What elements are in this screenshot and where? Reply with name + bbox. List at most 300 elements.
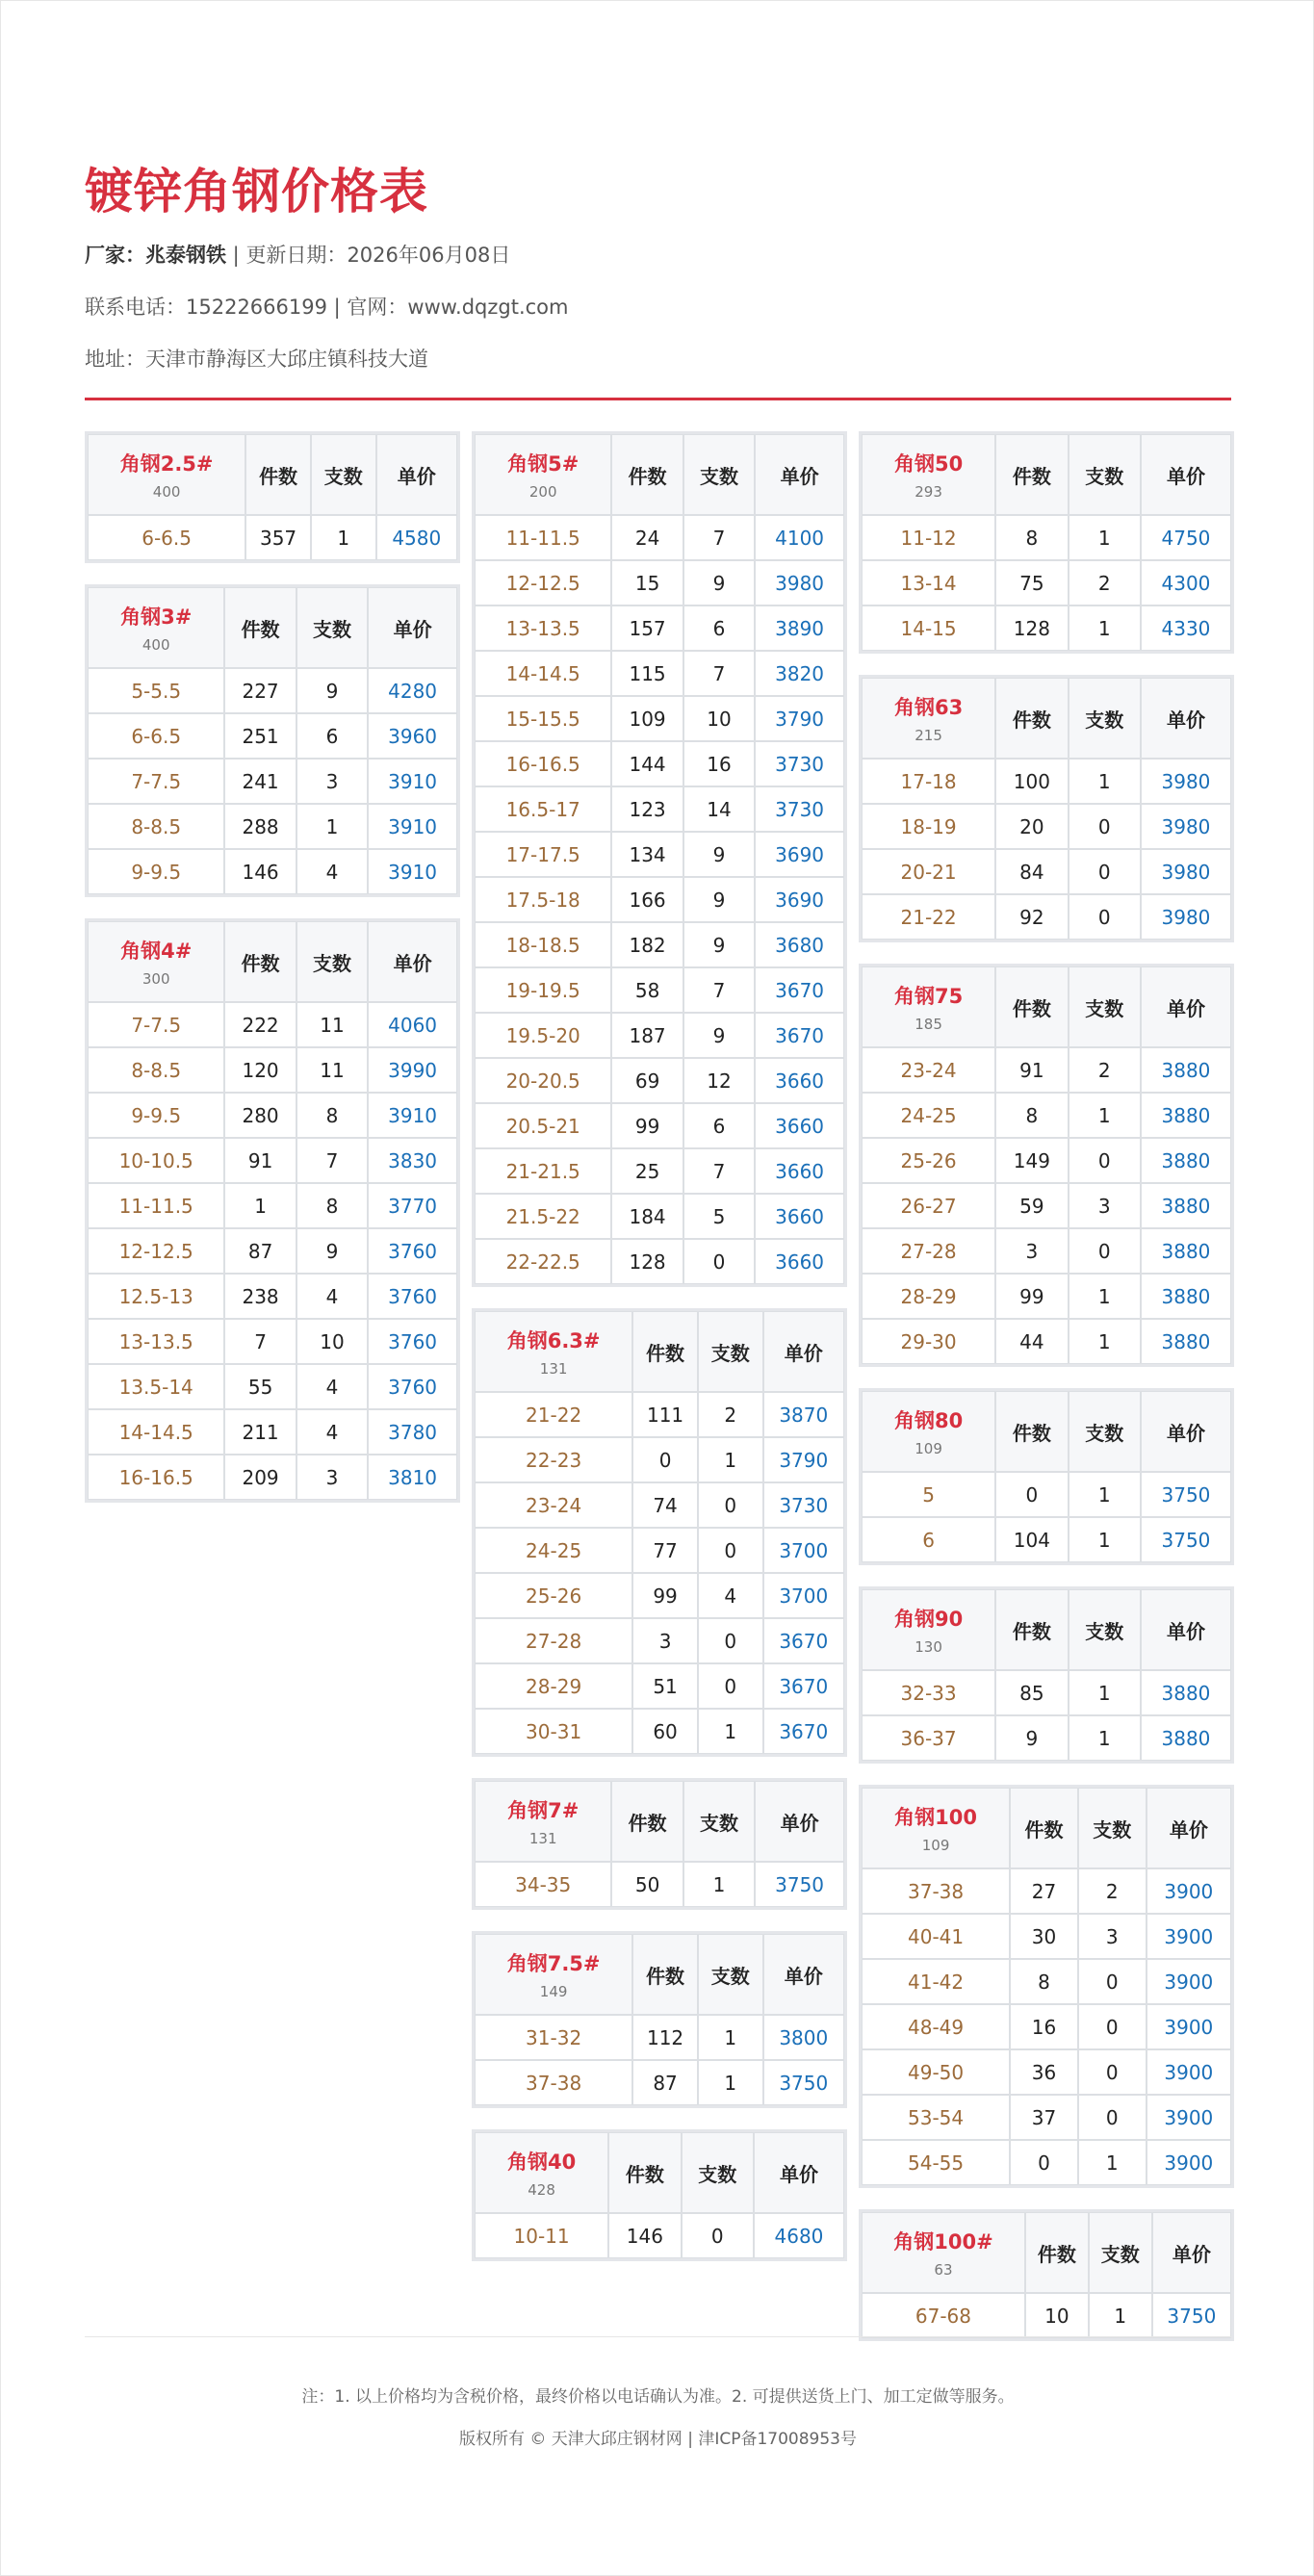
price-table [85, 918, 460, 1503]
phone-number[interactable]: 15222666199 [186, 296, 327, 319]
price-cell: 3910 [368, 804, 457, 849]
pieces-cell: 8 [296, 1183, 368, 1228]
size-cell: 12-12.5 [88, 1228, 224, 1274]
pieces-cell: 1 [1078, 2140, 1147, 2185]
manufacturer-line: 厂家：兆泰钢铁 | 更新日期：2026年06月08日 [85, 244, 511, 267]
price-cell: 4300 [1141, 560, 1231, 605]
spec-count: 130 [915, 1638, 942, 1656]
price-cell: 3680 [755, 922, 844, 967]
table-row [475, 1194, 844, 1239]
spec-count: 215 [915, 727, 942, 744]
price-cell: 3900 [1147, 2095, 1231, 2140]
price-cell: 3900 [1147, 2049, 1231, 2095]
price-cell: 3670 [763, 1663, 844, 1709]
size-cell: 10-10.5 [88, 1138, 224, 1183]
count-cell: 74 [632, 1482, 698, 1528]
count-header: 件数 [608, 2132, 681, 2213]
column-3 [859, 431, 1234, 2362]
table-row [88, 759, 457, 804]
table-row [475, 1482, 844, 1528]
price-table [472, 2129, 847, 2261]
size-cell: 11-12 [862, 515, 995, 560]
size-cell: 21-22 [862, 894, 995, 940]
price-cell: 4060 [368, 1002, 457, 1047]
pieces-cell: 1 [698, 2015, 763, 2060]
pieces-cell: 1 [1069, 759, 1141, 804]
count-header: 件数 [224, 921, 296, 1002]
size-cell: 37-38 [862, 1868, 1010, 1914]
table-row [862, 2293, 1231, 2338]
count-cell: 8 [995, 515, 1068, 560]
spec-name: 角钢5# [507, 452, 580, 476]
size-cell: 20.5-21 [475, 1103, 611, 1148]
price-cell: 4750 [1141, 515, 1231, 560]
size-cell: 14-14.5 [88, 1409, 224, 1455]
pieces-cell: 8 [296, 1093, 368, 1138]
pieces-header: 支数 [698, 1934, 763, 2015]
pieces-cell: 1 [1069, 1093, 1141, 1138]
table-row [862, 1868, 1231, 1914]
page-title: 镀锌角钢价格表 [85, 164, 428, 219]
price-cell: 3830 [368, 1138, 457, 1183]
table-row [475, 1862, 844, 1907]
pieces-cell: 0 [698, 1528, 763, 1573]
table-row [862, 894, 1231, 940]
price-cell: 3820 [755, 651, 844, 696]
table-row [862, 605, 1231, 651]
price-header: 单价 [376, 434, 457, 515]
spec-count: 400 [142, 636, 170, 654]
table-row [475, 1573, 844, 1618]
table-row [475, 786, 844, 832]
spec-count: 131 [528, 1830, 557, 1847]
spec-header [88, 434, 245, 515]
pieces-cell: 11 [296, 1047, 368, 1093]
table-row [862, 804, 1231, 849]
spec-header [475, 1311, 632, 1392]
price-cell: 3910 [368, 849, 457, 894]
count-cell: 99 [632, 1573, 698, 1618]
pieces-header: 支数 [1069, 1391, 1141, 1472]
table-row [862, 1138, 1231, 1183]
count-cell: 20 [995, 804, 1068, 849]
size-cell: 54-55 [862, 2140, 1010, 2185]
price-cell: 3960 [368, 713, 457, 759]
count-header: 件数 [995, 1589, 1068, 1670]
pieces-cell: 2 [1078, 1868, 1147, 1914]
pieces-cell: 10 [296, 1319, 368, 1364]
pieces-header: 支数 [311, 434, 376, 515]
table-row [475, 1663, 844, 1709]
pieces-cell: 0 [1069, 849, 1141, 894]
price-cell: 3980 [755, 560, 844, 605]
spec-header [862, 966, 995, 1047]
size-cell: 14-15 [862, 605, 995, 651]
count-cell: 157 [611, 605, 683, 651]
spec-name: 角钢2.5# [119, 452, 214, 476]
count-cell: 0 [1010, 2140, 1078, 2185]
size-cell: 16-16.5 [88, 1455, 224, 1500]
size-cell: 5-5.5 [88, 668, 224, 713]
count-cell: 209 [224, 1455, 296, 1500]
table-row [862, 1274, 1231, 1319]
size-cell: 31-32 [475, 2015, 632, 2060]
size-cell: 6-6.5 [88, 515, 245, 560]
pieces-header: 支数 [1078, 1788, 1147, 1868]
pieces-cell: 1 [1089, 2293, 1152, 2338]
pieces-cell: 3 [296, 759, 368, 804]
price-cell: 3900 [1147, 1959, 1231, 2004]
spec-header [862, 678, 995, 759]
count-header: 件数 [611, 434, 683, 515]
price-header: 单价 [368, 587, 457, 668]
table-row [475, 1618, 844, 1663]
price-cell: 3910 [368, 759, 457, 804]
count-cell: 58 [611, 967, 683, 1013]
spec-count: 109 [921, 1837, 950, 1854]
pieces-cell: 6 [683, 605, 755, 651]
spec-name: 角钢7# [507, 1799, 580, 1822]
size-cell: 26-27 [862, 1183, 995, 1228]
pieces-header: 支数 [683, 1781, 755, 1862]
pieces-cell: 0 [682, 2213, 754, 2258]
table-row [88, 1319, 457, 1364]
pieces-cell: 1 [1069, 1670, 1141, 1715]
pieces-cell: 7 [683, 515, 755, 560]
count-header: 件数 [1010, 1788, 1078, 1868]
table-row [862, 1093, 1231, 1138]
table-header-row [862, 2212, 1231, 2293]
count-cell: 99 [995, 1274, 1068, 1319]
size-cell: 30-31 [475, 1709, 632, 1754]
price-cell: 3880 [1141, 1093, 1231, 1138]
price-header: 单价 [1141, 1589, 1231, 1670]
pieces-cell: 1 [1069, 1472, 1141, 1517]
table-row [475, 967, 844, 1013]
pieces-header: 支数 [1069, 966, 1141, 1047]
table-row [475, 651, 844, 696]
table-row [88, 713, 457, 759]
spec-header [475, 1934, 632, 2015]
size-cell: 25-26 [475, 1573, 632, 1618]
pieces-cell: 10 [683, 696, 755, 741]
spec-header [475, 2132, 608, 2213]
table-row [475, 1709, 844, 1754]
table-header-row [862, 1589, 1231, 1670]
table-header-row [862, 678, 1231, 759]
table-row [862, 1047, 1231, 1093]
pieces-cell: 9 [683, 1013, 755, 1058]
spec-name: 角钢80 [893, 1409, 964, 1432]
spec-count: 63 [934, 2261, 953, 2279]
count-cell: 120 [224, 1047, 296, 1093]
count-cell: 9 [995, 1715, 1068, 1761]
size-cell: 28-29 [862, 1274, 995, 1319]
price-cell: 3760 [368, 1319, 457, 1364]
count-cell: 8 [995, 1093, 1068, 1138]
column-2 [472, 431, 847, 2282]
price-cell: 3730 [755, 741, 844, 786]
spec-header [862, 1788, 1010, 1868]
pieces-cell: 1 [698, 1437, 763, 1482]
count-header: 件数 [611, 1781, 683, 1862]
price-cell: 3730 [763, 1482, 844, 1528]
size-cell: 11-11.5 [88, 1183, 224, 1228]
size-cell: 27-28 [475, 1618, 632, 1663]
table-row [862, 2140, 1231, 2185]
table-row [475, 1239, 844, 1284]
pieces-cell: 2 [1069, 560, 1141, 605]
table-row [475, 2213, 844, 2258]
footer-divider [85, 2336, 1231, 2337]
pieces-cell: 0 [1069, 1228, 1141, 1274]
price-cell: 3810 [368, 1455, 457, 1500]
size-cell: 20-21 [862, 849, 995, 894]
spec-count: 293 [915, 483, 942, 501]
count-cell: 128 [611, 1239, 683, 1284]
pieces-cell: 1 [1069, 1715, 1141, 1761]
table-row [862, 2004, 1231, 2049]
price-cell: 4580 [376, 515, 457, 560]
count-cell: 75 [995, 560, 1068, 605]
table-row [88, 1409, 457, 1455]
pieces-header: 支数 [698, 1311, 763, 1392]
table-header-row [862, 966, 1231, 1047]
pieces-cell: 0 [1078, 1959, 1147, 2004]
size-cell: 7-7.5 [88, 759, 224, 804]
size-cell: 24-25 [475, 1528, 632, 1573]
pieces-cell: 0 [698, 1663, 763, 1709]
pieces-header: 支数 [296, 921, 368, 1002]
pieces-header: 支数 [682, 2132, 754, 2213]
count-cell: 182 [611, 922, 683, 967]
price-cell: 3750 [755, 1862, 844, 1907]
pieces-cell: 7 [683, 967, 755, 1013]
size-cell: 13-13.5 [475, 605, 611, 651]
price-table [859, 675, 1234, 942]
price-table [472, 1308, 847, 1757]
address-label: 地址： [85, 348, 145, 371]
count-cell: 115 [611, 651, 683, 696]
count-cell: 104 [995, 1517, 1068, 1562]
size-cell: 28-29 [475, 1663, 632, 1709]
price-table [859, 1388, 1234, 1565]
count-header: 件数 [995, 1391, 1068, 1472]
price-cell: 3750 [1141, 1517, 1231, 1562]
pieces-cell: 1 [296, 804, 368, 849]
count-cell: 99 [611, 1103, 683, 1148]
count-cell: 222 [224, 1002, 296, 1047]
table-header-row [475, 1934, 844, 2015]
spec-header [862, 434, 995, 515]
table-header-row [475, 2132, 844, 2213]
count-header: 件数 [245, 434, 311, 515]
table-header-row [475, 1311, 844, 1392]
count-cell: 87 [224, 1228, 296, 1274]
price-cell: 3800 [763, 2015, 844, 2060]
count-cell: 0 [995, 1472, 1068, 1517]
website-label: 官网： [347, 296, 408, 319]
spec-name: 角钢100# [893, 2230, 993, 2254]
count-header: 件数 [995, 966, 1068, 1047]
table-row [475, 832, 844, 877]
table-row [88, 1364, 457, 1409]
pieces-header: 支数 [683, 434, 755, 515]
table-header-row [88, 434, 457, 515]
pieces-header: 支数 [1069, 1589, 1141, 1670]
count-cell: 15 [611, 560, 683, 605]
table-row [88, 515, 457, 560]
spec-header [475, 1781, 611, 1862]
pieces-header: 支数 [1089, 2212, 1152, 2293]
table-header-row [862, 1391, 1231, 1472]
count-cell: 149 [995, 1138, 1068, 1183]
count-cell: 91 [224, 1138, 296, 1183]
table-row [475, 922, 844, 967]
pieces-cell: 12 [683, 1058, 755, 1103]
pieces-cell: 1 [698, 2060, 763, 2105]
price-cell: 3760 [368, 1274, 457, 1319]
address: 天津市静海区大邱庄镇科技大道 [145, 348, 428, 371]
pieces-cell: 0 [1069, 894, 1141, 940]
table-row [475, 1013, 844, 1058]
price-cell: 4330 [1141, 605, 1231, 651]
table-row [862, 2095, 1231, 2140]
table-row [88, 1455, 457, 1500]
price-table [859, 2209, 1234, 2341]
price-table [859, 1586, 1234, 1764]
size-cell: 17-17.5 [475, 832, 611, 877]
pieces-cell: 4 [296, 849, 368, 894]
pieces-cell: 9 [296, 668, 368, 713]
price-cell: 3750 [763, 2060, 844, 2105]
website-link[interactable]: www.dqzgt.com [407, 296, 569, 319]
price-cell: 3980 [1141, 894, 1231, 940]
price-cell: 3870 [763, 1392, 844, 1437]
size-cell: 13-13.5 [88, 1319, 224, 1364]
size-cell: 6 [862, 1517, 995, 1562]
price-cell: 3880 [1141, 1228, 1231, 1274]
pieces-cell: 6 [683, 1103, 755, 1148]
pieces-cell: 9 [683, 560, 755, 605]
footer-copyright: 版权所有 © 天津大邱庄钢材网 | 津ICP备17008953号 [458, 2430, 857, 2449]
count-cell: 30 [1010, 1914, 1078, 1959]
spec-header [862, 2212, 1025, 2293]
manufacturer-label: 厂家： [85, 244, 145, 267]
table-row [88, 1002, 457, 1047]
spec-name: 角钢3# [120, 605, 193, 629]
size-cell: 29-30 [862, 1319, 995, 1364]
table-row [862, 1228, 1231, 1274]
price-cell: 3880 [1141, 1183, 1231, 1228]
pieces-cell: 1 [1069, 1274, 1141, 1319]
spec-name: 角钢6.3# [506, 1329, 601, 1352]
pieces-cell: 0 [1078, 2004, 1147, 2049]
price-cell: 3900 [1147, 2140, 1231, 2185]
table-row [862, 1670, 1231, 1715]
size-cell: 18-19 [862, 804, 995, 849]
count-header: 件数 [632, 1934, 698, 2015]
price-cell: 3750 [1141, 1472, 1231, 1517]
update-date: 2026年06月08日 [347, 244, 511, 267]
price-cell: 3880 [1141, 1319, 1231, 1364]
price-cell: 3670 [755, 1013, 844, 1058]
price-cell: 3900 [1147, 1868, 1231, 1914]
price-cell: 3880 [1141, 1274, 1231, 1319]
table-row [862, 1183, 1231, 1228]
count-cell: 227 [224, 668, 296, 713]
contact-line: 联系电话：15222666199 | 官网：www.dqzgt.com [85, 296, 569, 319]
price-cell: 4100 [755, 515, 844, 560]
table-row [862, 1319, 1231, 1364]
price-cell: 3880 [1141, 1138, 1231, 1183]
price-cell: 3980 [1141, 804, 1231, 849]
table-row [862, 1472, 1231, 1517]
manufacturer-name: 兆泰钢铁 [145, 244, 226, 267]
count-cell: 55 [224, 1364, 296, 1409]
count-cell: 0 [632, 1437, 698, 1482]
count-cell: 91 [995, 1047, 1068, 1093]
table-header-row [475, 434, 844, 515]
price-header: 单价 [1141, 434, 1231, 515]
size-cell: 40-41 [862, 1914, 1010, 1959]
count-cell: 8 [1010, 1959, 1078, 2004]
table-header-row [475, 1781, 844, 1862]
count-cell: 109 [611, 696, 683, 741]
count-cell: 50 [611, 1862, 683, 1907]
phone-label: 联系电话： [85, 296, 186, 319]
price-header: 单价 [368, 921, 457, 1002]
price-table [859, 964, 1234, 1367]
price-cell: 3790 [755, 696, 844, 741]
price-cell: 3660 [755, 1148, 844, 1194]
price-cell: 3760 [368, 1228, 457, 1274]
spec-count: 109 [915, 1440, 942, 1457]
table-row [475, 2060, 844, 2105]
size-cell: 16-16.5 [475, 741, 611, 786]
count-cell: 24 [611, 515, 683, 560]
price-header: 单价 [763, 1934, 844, 2015]
pieces-cell: 9 [683, 832, 755, 877]
size-cell: 6-6.5 [88, 713, 224, 759]
count-cell: 69 [611, 1058, 683, 1103]
count-cell: 211 [224, 1409, 296, 1455]
count-cell: 44 [995, 1319, 1068, 1364]
table-row [475, 1437, 844, 1482]
price-cell: 3880 [1141, 1670, 1231, 1715]
spec-name: 角钢40 [506, 2151, 577, 2174]
table-row [475, 605, 844, 651]
size-cell: 27-28 [862, 1228, 995, 1274]
pieces-cell: 9 [296, 1228, 368, 1274]
count-cell: 111 [632, 1392, 698, 1437]
spec-header [862, 1589, 995, 1670]
spec-name: 角钢100 [894, 1806, 977, 1829]
pieces-cell: 9 [683, 922, 755, 967]
count-cell: 241 [224, 759, 296, 804]
price-cell: 3990 [368, 1047, 457, 1093]
pieces-cell: 2 [698, 1392, 763, 1437]
pieces-header: 支数 [296, 587, 368, 668]
price-cell: 3770 [368, 1183, 457, 1228]
size-cell: 32-33 [862, 1670, 995, 1715]
size-cell: 24-25 [862, 1093, 995, 1138]
table-row [862, 849, 1231, 894]
size-cell: 37-38 [475, 2060, 632, 2105]
size-cell: 12.5-13 [88, 1274, 224, 1319]
count-cell: 87 [632, 2060, 698, 2105]
pieces-cell: 4 [296, 1274, 368, 1319]
